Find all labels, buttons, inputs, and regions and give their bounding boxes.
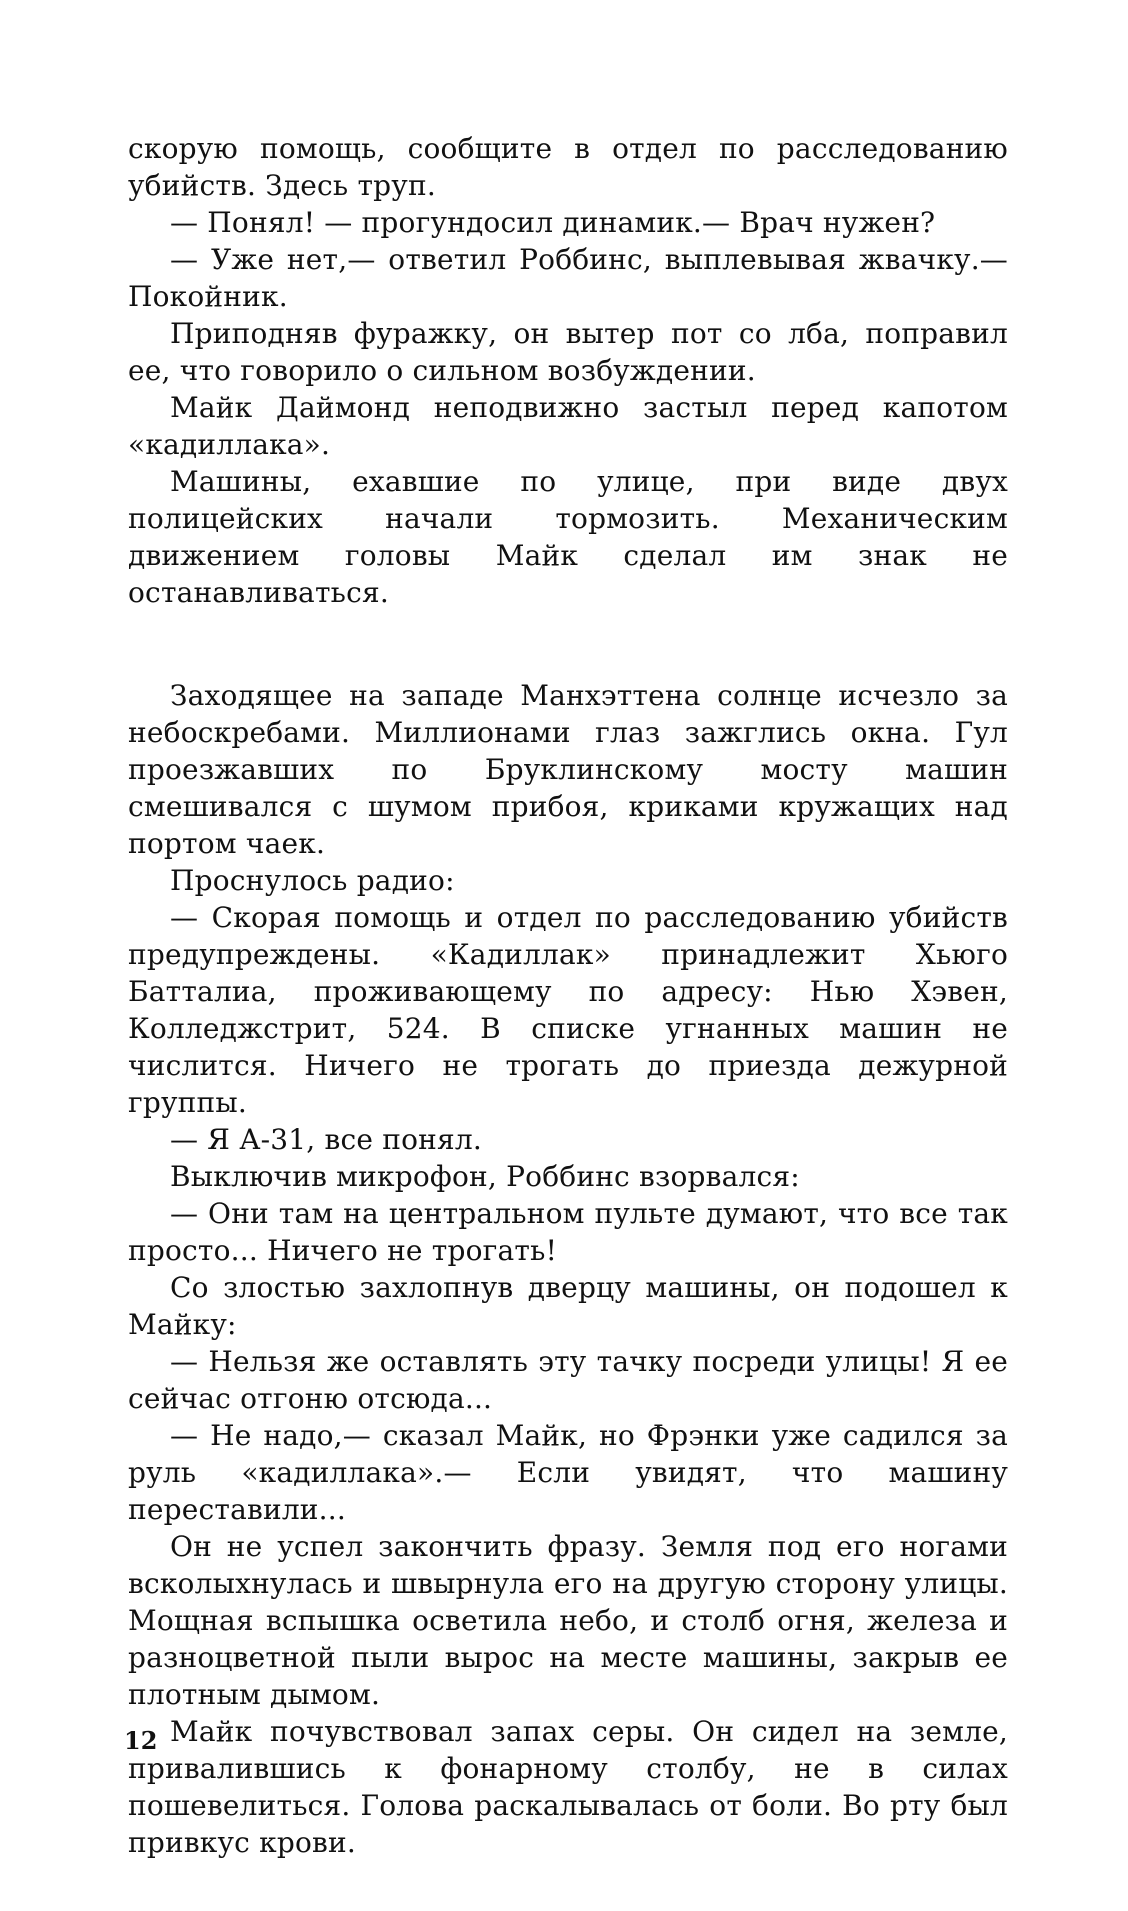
- paragraph: Приподняв фуражку, он вытер пот со лба, поправил ее, что говорило о сильном возбуждении.: [128, 317, 1008, 387]
- paragraph: Выключив микрофон, Роббинс взорвался:: [170, 1160, 800, 1193]
- paragraph: Машины, ехавшие по улице, при виде двух полицейских начали тормозить. Механическим движением головы Майк сделал им знак не останавливаться.: [128, 465, 1008, 609]
- paragraph: скорую помощь, сообщите в отдел по расследованию убийств. Здесь труп.: [128, 132, 1008, 202]
- paragraph: — Скорая помощь и отдел по расследованию убийств предупреждены. «Кадиллак» принадлежит Хьюго Батталиа, проживающему по адресу: Нью Хэвен, Колледжстрит, 524. В списке угнанных машин не числится. Ничего не трогать до приезда дежурной группы.: [128, 901, 1008, 1119]
- paragraph: Майк Даймонд неподвижно застыл перед капотом «кадиллака».: [128, 391, 1008, 461]
- page-text: [128, 130, 1008, 1861]
- paragraph: — Нельзя же оставлять эту тачку посреди улицы! Я ее сейчас отгоню отсюда...: [128, 1345, 1008, 1415]
- paragraph: — Понял! — прогундосил динамик.— Врач нужен?: [170, 206, 936, 239]
- paragraph: — Я А-31, все понял.: [170, 1123, 482, 1156]
- paragraph: — Не надо,— сказал Майк, но Фрэнки уже садился за руль «кадиллака».— Если увидят, что машину переставили...: [128, 1419, 1008, 1526]
- paragraph: — Они там на центральном пульте думают, что все так просто... Ничего не трогать!: [128, 1197, 1008, 1267]
- paragraph: — Уже нет,— ответил Роббинс, выплевывая жвачку.— Покойник.: [128, 243, 1008, 313]
- page-number: 12: [124, 1726, 158, 1755]
- paragraph: Заходящее на западе Манхэттена солнце исчезло за небоскребами. Миллионами глаз зажглись окна. Гул проезжавших по Бруклинскому мосту машин смешивался с шумом прибоя, криками кружащих над портом чаек.: [128, 679, 1008, 860]
- paragraph: Проснулось радио:: [170, 864, 455, 897]
- paragraph: Со злостью захлопнув дверцу машины, он подошел к Майку:: [128, 1271, 1008, 1341]
- section-break: [128, 611, 1008, 677]
- paragraph: Майк почувствовал запах серы. Он сидел на земле, привалившись к фонарному столбу, не в силах пошевелиться. Голова раскалывалась от боли. Во рту был привкус крови.: [128, 1715, 1008, 1859]
- paragraph: Он не успел закончить фразу. Земля под его ногами всколыхнулась и швырнула его на другую сторону улицы. Мощная вспышка осветила небо, и столб огня, железа и разноцветной пыли вырос на месте машины, закрыв ее плотным дымом.: [128, 1530, 1008, 1711]
